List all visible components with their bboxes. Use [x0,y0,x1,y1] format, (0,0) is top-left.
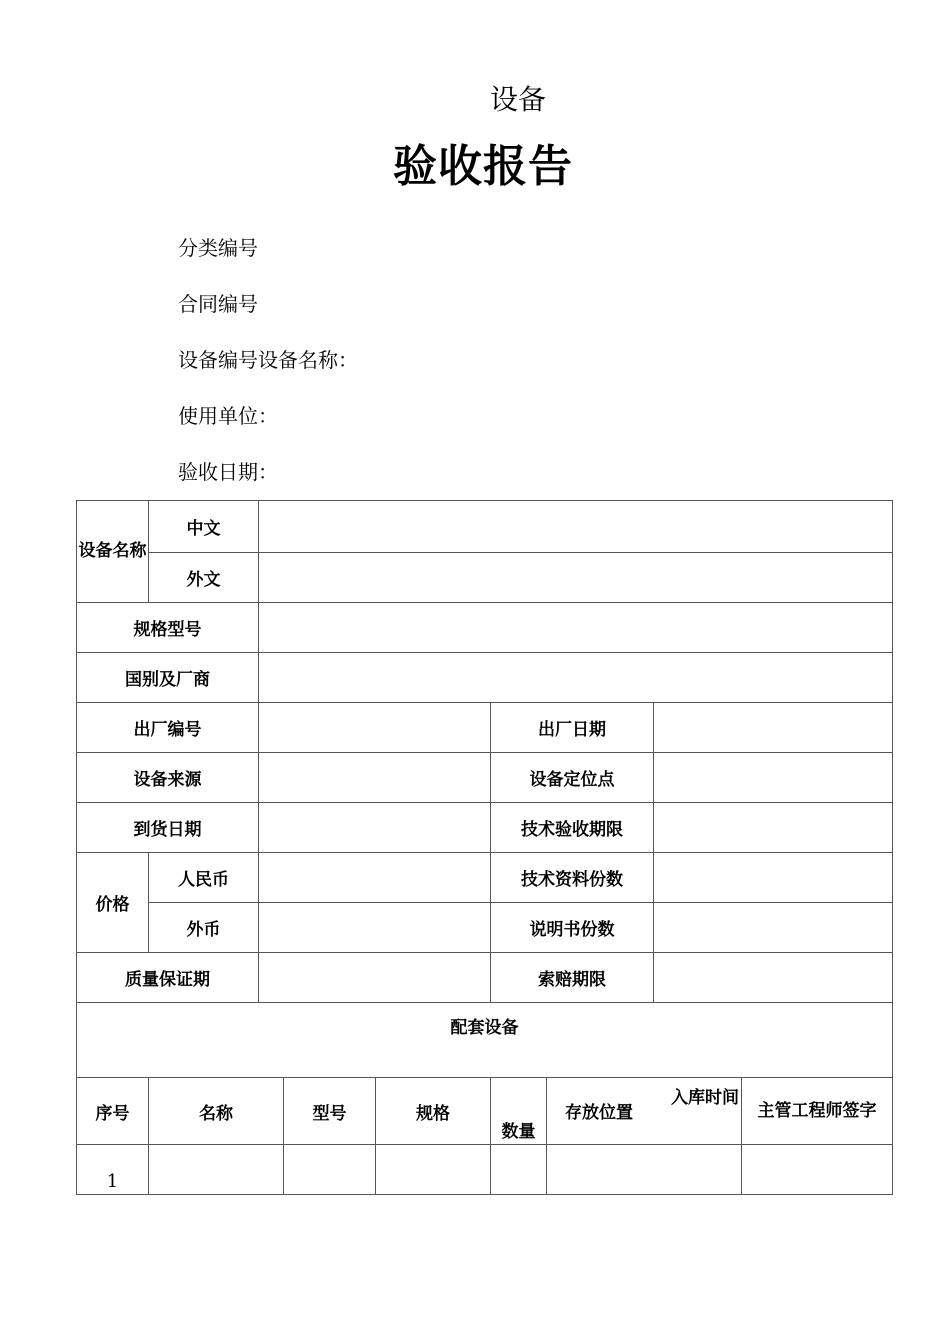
column-header-serial: 序号 [77,1078,149,1145]
location-label: 设备定位点 [491,753,654,803]
column-header-quantity: 数量 [491,1078,547,1145]
chinese-name-value[interactable] [259,501,893,553]
claim-deadline-value[interactable] [654,953,893,1003]
warranty-label: 质量保证期 [77,953,259,1003]
user-unit-label: 使用单位： [178,404,278,428]
foreign-currency-value[interactable] [259,903,491,953]
row-quantity-cell[interactable] [491,1145,547,1195]
column-header-storage-and-entry [547,1078,742,1145]
row-serial-cell: 1 [77,1145,149,1195]
country-maker-label: 国别及厂商 [77,653,259,703]
arrival-date-label: 到货日期 [77,803,259,853]
form-row-name-foreign [77,553,893,603]
tech-deadline-label: 技术验收期限 [491,803,654,853]
equipment-name-label: 设备名称 [77,501,149,603]
table-row [77,1145,893,1195]
rmb-value[interactable] [259,853,491,903]
country-maker-value[interactable] [259,653,893,703]
rmb-label: 人民币 [149,853,259,903]
price-label: 价格 [77,853,149,953]
form-row-name-chinese [77,501,893,553]
row-name-cell[interactable] [149,1145,284,1195]
foreign-name-value[interactable] [259,553,893,603]
column-header-engineer-signature: 主管工程师签字 [742,1078,893,1145]
column-header-name: 名称 [149,1078,284,1145]
accessories-header-row [77,1078,893,1145]
spec-model-value[interactable] [259,603,893,653]
warranty-value[interactable] [259,953,491,1003]
contract-number-label: 合同编号 [178,292,258,316]
form-row-factory [77,703,893,753]
manual-copies-value[interactable] [654,903,893,953]
tech-deadline-value[interactable] [654,803,893,853]
tech-copies-label: 技术资料份数 [491,853,654,903]
form-row-country [77,653,893,703]
column-header-spec: 规格 [376,1078,491,1145]
source-label: 设备来源 [77,753,259,803]
acceptance-form-table [76,500,893,1195]
form-row-spec [77,603,893,653]
form-row-source [77,753,893,803]
source-value[interactable] [259,753,491,803]
column-header-entry-time: 入库时间 [671,1088,739,1108]
form-row-price-rmb [77,853,893,903]
tech-copies-value[interactable] [654,853,893,903]
accessories-heading-row [77,1003,893,1078]
equipment-number-name-label: 设备编号设备名称： [178,348,358,372]
row-signature-cell[interactable] [742,1145,893,1195]
factory-number-label: 出厂编号 [77,703,259,753]
acceptance-date-label: 验收日期： [178,460,278,484]
factory-number-value[interactable] [259,703,491,753]
column-header-model: 型号 [284,1078,376,1145]
row-storage-entry-cell[interactable] [547,1145,742,1195]
arrival-date-value[interactable] [259,803,491,853]
document-subtitle: 设备 [489,83,546,116]
location-value[interactable] [654,753,893,803]
foreign-label: 外文 [149,553,259,603]
row-spec-cell[interactable] [376,1145,491,1195]
manual-copies-label: 说明书份数 [491,903,654,953]
form-row-warranty [77,953,893,1003]
spec-model-label: 规格型号 [77,603,259,653]
form-row-arrival [77,803,893,853]
column-header-storage: 存放位置 [565,1103,633,1123]
claim-deadline-label: 索赔期限 [491,953,654,1003]
accessories-heading: 配套设备 [77,1003,893,1078]
factory-date-value[interactable] [654,703,893,753]
foreign-currency-label: 外币 [149,903,259,953]
document-title: 验收报告 [393,141,573,192]
factory-date-label: 出厂日期 [491,703,654,753]
chinese-label: 中文 [149,501,259,553]
row-model-cell[interactable] [284,1145,376,1195]
form-row-price-foreign [77,903,893,953]
category-number-label: 分类编号 [178,236,258,260]
